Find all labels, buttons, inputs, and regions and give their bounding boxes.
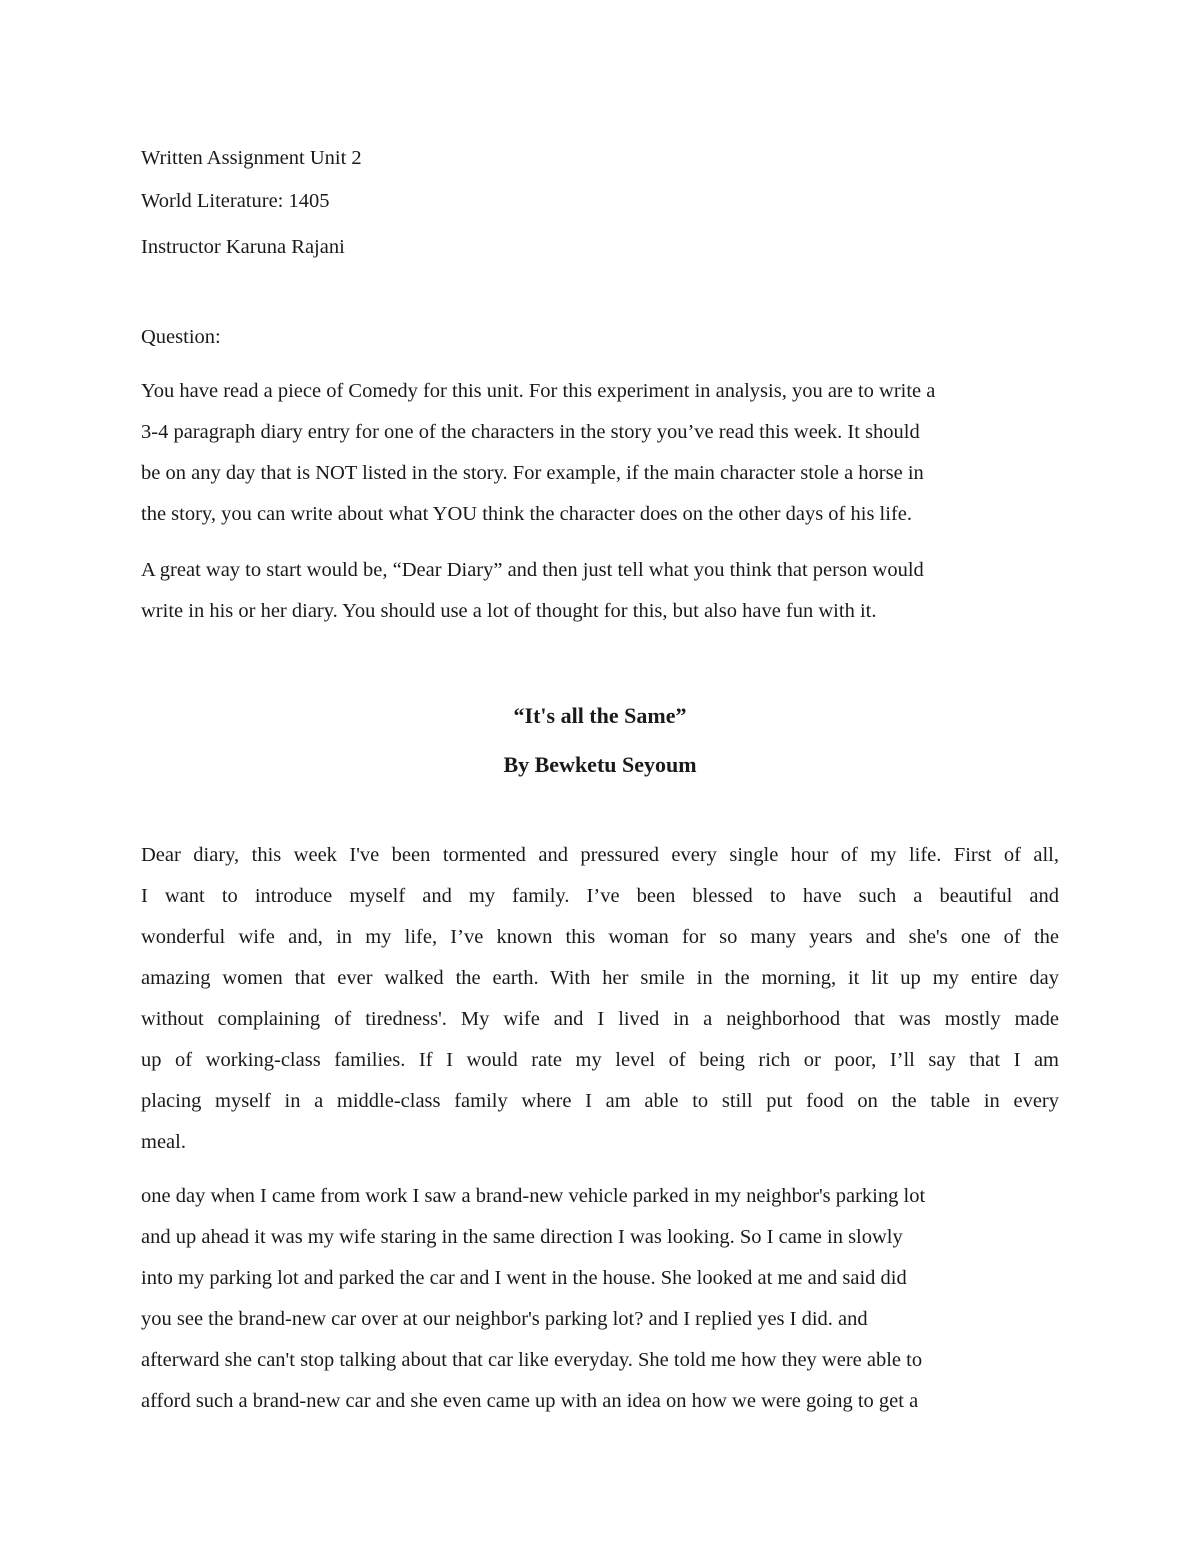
text-line: amazing women that ever walked the earth. With her smile in the morning, it lit up my entire day xyxy=(141,967,1059,989)
assignment-title: Written Assignment Unit 2 xyxy=(141,147,362,169)
text-line: afford such a brand-new car and she even came up with an idea on how we were going to get a xyxy=(141,1390,919,1412)
text-line: you see the brand-new car over at our neighbor's parking lot? and I replied yes I did. and xyxy=(141,1308,868,1330)
instructor-name: Instructor Karuna Rajani xyxy=(141,236,345,258)
text-line: placing myself in a middle-class family where I am able to still put food on the table in every xyxy=(141,1090,1059,1112)
text-line: A great way to start would be, “Dear Diary” and then just tell what you think that person would xyxy=(141,559,924,581)
text-line: into my parking lot and parked the car and I went in the house. She looked at me and said did xyxy=(141,1267,907,1289)
text-line: Dear diary, this week I've been tormented and pressured every single hour of my life. First of all, xyxy=(141,844,1059,866)
text-line: one day when I came from work I saw a brand-new vehicle parked in my neighbor's parking lot xyxy=(141,1185,926,1207)
text-line: 3-4 paragraph diary entry for one of the characters in the story you’ve read this week. It should xyxy=(141,421,920,443)
text-line: write in his or her diary. You should use a lot of thought for this, but also have fun with it. xyxy=(141,600,877,622)
diary-paragraph-2 xyxy=(141,1176,1059,1422)
question-paragraph-1 xyxy=(141,371,1059,535)
text-line: wonderful wife and, in my life, I’ve known this woman for so many years and she's one of the xyxy=(141,926,1059,948)
text-line: You have read a piece of Comedy for this unit. For this experiment in analysis, you are to write a xyxy=(141,380,936,402)
story-title: “It's all the Same” xyxy=(513,703,687,728)
course-name: World Literature: 1405 xyxy=(141,190,330,212)
question-paragraph-2 xyxy=(141,550,1059,632)
diary-paragraph-1 xyxy=(141,835,1059,1163)
story-byline: By Bewketu Seyoum xyxy=(503,752,697,777)
question-label: Question: xyxy=(141,326,221,348)
text-line: the story, you can write about what YOU think the character does on the other days of his life. xyxy=(141,503,912,525)
text-line: meal. xyxy=(141,1131,186,1153)
text-line: up of working-class families. If I would rate my level of being rich or poor, I’ll say that I am xyxy=(141,1049,1059,1071)
text-line: be on any day that is NOT listed in the story. For example, if the main character stole a horse in xyxy=(141,462,924,484)
text-line: I want to introduce myself and my family. I’ve been blessed to have such a beautiful and xyxy=(141,885,1059,907)
text-line: afterward she can't stop talking about that car like everyday. She told me how they were able to xyxy=(141,1349,923,1371)
text-line: without complaining of tiredness'. My wife and I lived in a neighborhood that was mostly made xyxy=(141,1008,1059,1030)
text-line: and up ahead it was my wife staring in the same direction I was looking. So I came in slowly xyxy=(141,1226,903,1248)
